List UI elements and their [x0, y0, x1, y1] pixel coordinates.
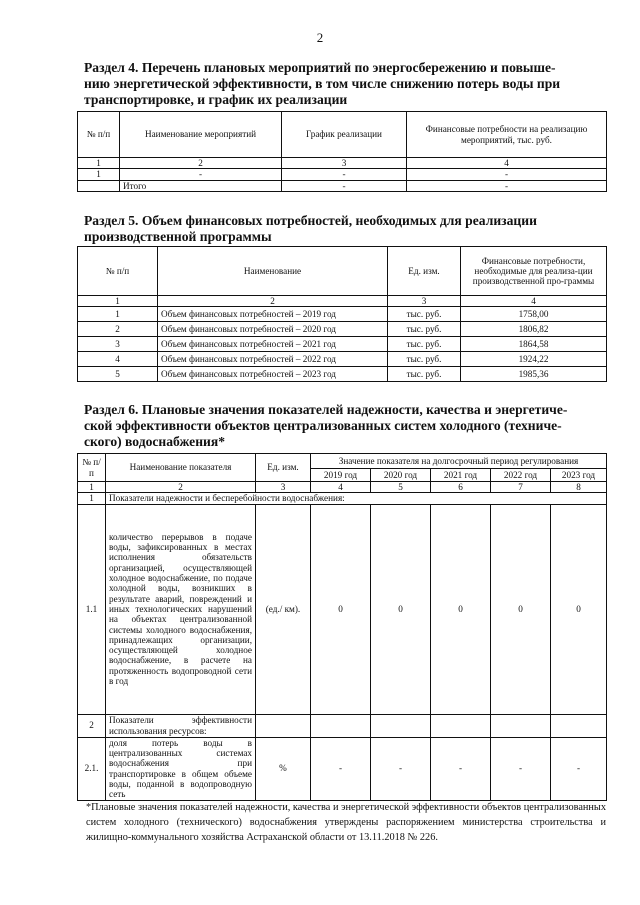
numbering-cell: 2	[158, 296, 388, 307]
group-row	[78, 493, 607, 504]
section-4-heading	[84, 60, 604, 108]
heading-line: Раздел 4. Перечень плановых мероприятий по энергосбережению и повыше-	[84, 60, 556, 75]
numbering-cell: 7	[491, 482, 551, 493]
table-cell: 1864,58	[461, 337, 607, 352]
empty-cell	[256, 714, 311, 737]
table-row	[78, 307, 607, 322]
table-cell: (ед./ км).	[256, 504, 311, 714]
table-row	[78, 322, 607, 337]
section-6-heading	[84, 402, 604, 450]
heading-line: нию энергетической эффективности, в том числе снижению потерь воды при	[84, 76, 561, 91]
table-cell: -	[407, 169, 607, 180]
column-numbering-row	[78, 296, 607, 307]
numbering-cell: 4	[461, 296, 607, 307]
table-cell: 1	[78, 307, 158, 322]
value-cell: -	[491, 737, 551, 800]
year-cell: 2022 год	[491, 469, 551, 482]
table-cell: 1	[78, 169, 120, 180]
table-cell: -	[120, 169, 282, 180]
table-cell	[78, 180, 120, 191]
table-cell: 4	[78, 352, 158, 367]
group-label: Показатели эффективности использования ресурсов:	[106, 714, 256, 737]
table-row	[78, 504, 607, 714]
table-cell: 5	[78, 367, 158, 382]
numbering-cell: 3	[256, 482, 311, 493]
header-cell: № п/п	[78, 454, 106, 482]
table-cell: -	[282, 169, 407, 180]
table-row-total	[78, 180, 607, 191]
table-cell: 1.1	[78, 504, 106, 714]
column-numbering-row	[78, 482, 607, 493]
table-cell: 3	[78, 337, 158, 352]
table-cell: -	[282, 180, 407, 191]
table-cell: 1985,36	[461, 367, 607, 382]
numbering-cell: 2	[120, 158, 282, 169]
empty-cell	[551, 714, 607, 737]
header-cell: Наименование мероприятий	[120, 112, 282, 158]
header-cell: № п/п	[78, 247, 158, 296]
heading-line: ской эффективности объектов централизованных систем холодного (техниче-	[84, 418, 562, 433]
header-cell: Значение показателя на долгосрочный период регулирования	[311, 454, 607, 469]
section-4-table	[77, 111, 607, 192]
header-cell: Наименование показателя	[106, 454, 256, 482]
indicator-name: количество перерывов в подаче воды, зафиксированных в местах исполнения обязательств организацией, осуществляющей холодное водоснабжение, по подаче холодной воды, возникших в результате аварий, повреждений и иных технологических нарушений на объектах централизованной системы холодного водоснабжения, принадлежащих организации, осуществляющей холодное водоснабжение, в расчете на протяженность водопроводной сети в год	[106, 504, 256, 714]
year-cell: 2020 год	[371, 469, 431, 482]
table-cell: %	[256, 737, 311, 800]
table-cell: -	[407, 180, 607, 191]
header-cell: № п/п	[78, 112, 120, 158]
numbering-cell: 2	[106, 482, 256, 493]
heading-line: Раздел 6. Плановые значения показателей надежности, качества и энергетиче-	[84, 402, 568, 417]
group-row	[78, 714, 607, 737]
empty-cell	[371, 714, 431, 737]
table-header-row	[78, 454, 607, 469]
table-row	[78, 337, 607, 352]
group-number: 2	[78, 714, 106, 737]
header-cell: Ед. изм.	[388, 247, 461, 296]
header-cell: Финансовые потребности на реализацию мероприятий, тыс. руб.	[407, 112, 607, 158]
value-cell: -	[551, 737, 607, 800]
footnote: *Плановые значения показателей надежности, качества и энергетической эффективности объектов централизованных систем холодного (технического) водоснабжения утверждены распоряжением министерства строительства и жилищно-коммунального хозяйства Астраханской области от 13.11.2018 № 226.	[86, 802, 606, 844]
table-row	[78, 737, 607, 800]
numbering-cell: 8	[551, 482, 607, 493]
header-cell: Ед. изм.	[256, 454, 311, 482]
empty-cell	[311, 714, 371, 737]
empty-cell	[431, 714, 491, 737]
table-cell: 2	[78, 322, 158, 337]
table-cell: Объем финансовых потребностей – 2022 год	[158, 352, 388, 367]
numbering-cell: 1	[78, 296, 158, 307]
value-cell: 0	[551, 504, 607, 714]
table-cell: 1806,82	[461, 322, 607, 337]
numbering-cell: 4	[407, 158, 607, 169]
table-cell: 1758,00	[461, 307, 607, 322]
numbering-cell: 1	[78, 482, 106, 493]
table-cell: тыс. руб.	[388, 322, 461, 337]
table-cell: тыс. руб.	[388, 367, 461, 382]
heading-line: производственной программы	[84, 229, 272, 244]
column-numbering-row	[78, 158, 607, 169]
heading-line: Раздел 5. Объем финансовых потребностей, необходимых для реализации	[84, 213, 537, 228]
section-5-table	[77, 246, 607, 382]
table-cell: Объем финансовых потребностей – 2020 год	[158, 322, 388, 337]
table-row	[78, 169, 607, 180]
table-cell: тыс. руб.	[388, 307, 461, 322]
table-row	[78, 352, 607, 367]
year-cell: 2021 год	[431, 469, 491, 482]
year-cell: 2019 год	[311, 469, 371, 482]
table-cell: тыс. руб.	[388, 337, 461, 352]
table-header-row	[78, 112, 607, 158]
table-cell: 1924,22	[461, 352, 607, 367]
table-cell: Объем финансовых потребностей – 2019 год	[158, 307, 388, 322]
header-cell: График реализации	[282, 112, 407, 158]
value-cell: 0	[371, 504, 431, 714]
value-cell: 0	[431, 504, 491, 714]
table-cell: Итого	[120, 180, 282, 191]
header-cell: Наименование	[158, 247, 388, 296]
table-cell: Объем финансовых потребностей – 2021 год	[158, 337, 388, 352]
table-cell: 2.1.	[78, 737, 106, 800]
group-label: Показатели надежности и бесперебойности водоснабжения:	[106, 493, 607, 504]
numbering-cell: 3	[282, 158, 407, 169]
table-header-row	[78, 247, 607, 296]
table-cell: тыс. руб.	[388, 352, 461, 367]
year-cell: 2023 год	[551, 469, 607, 482]
value-cell: -	[371, 737, 431, 800]
numbering-cell: 5	[371, 482, 431, 493]
page-number: 2	[316, 30, 324, 45]
value-cell: -	[311, 737, 371, 800]
indicator-name: доля потерь воды в централизованных системах водоснабжения при транспортировке в общем объеме воды, поданной в водопроводную сеть	[106, 737, 256, 800]
header-cell: Финансовые потребности, необходимые для реализа-ции производственной про-граммы	[461, 247, 607, 296]
value-cell: 0	[311, 504, 371, 714]
value-cell: 0	[491, 504, 551, 714]
heading-line: ского) водоснабжения*	[84, 434, 226, 449]
heading-line: транспортировке, и график их реализации	[84, 92, 348, 107]
section-6-table	[77, 453, 607, 801]
empty-cell	[491, 714, 551, 737]
group-number: 1	[78, 493, 106, 504]
value-cell: -	[431, 737, 491, 800]
table-cell: Объем финансовых потребностей – 2023 год	[158, 367, 388, 382]
numbering-cell: 6	[431, 482, 491, 493]
numbering-cell: 1	[78, 158, 120, 169]
numbering-cell: 4	[311, 482, 371, 493]
table-row	[78, 367, 607, 382]
section-5-heading	[84, 213, 604, 245]
numbering-cell: 3	[388, 296, 461, 307]
